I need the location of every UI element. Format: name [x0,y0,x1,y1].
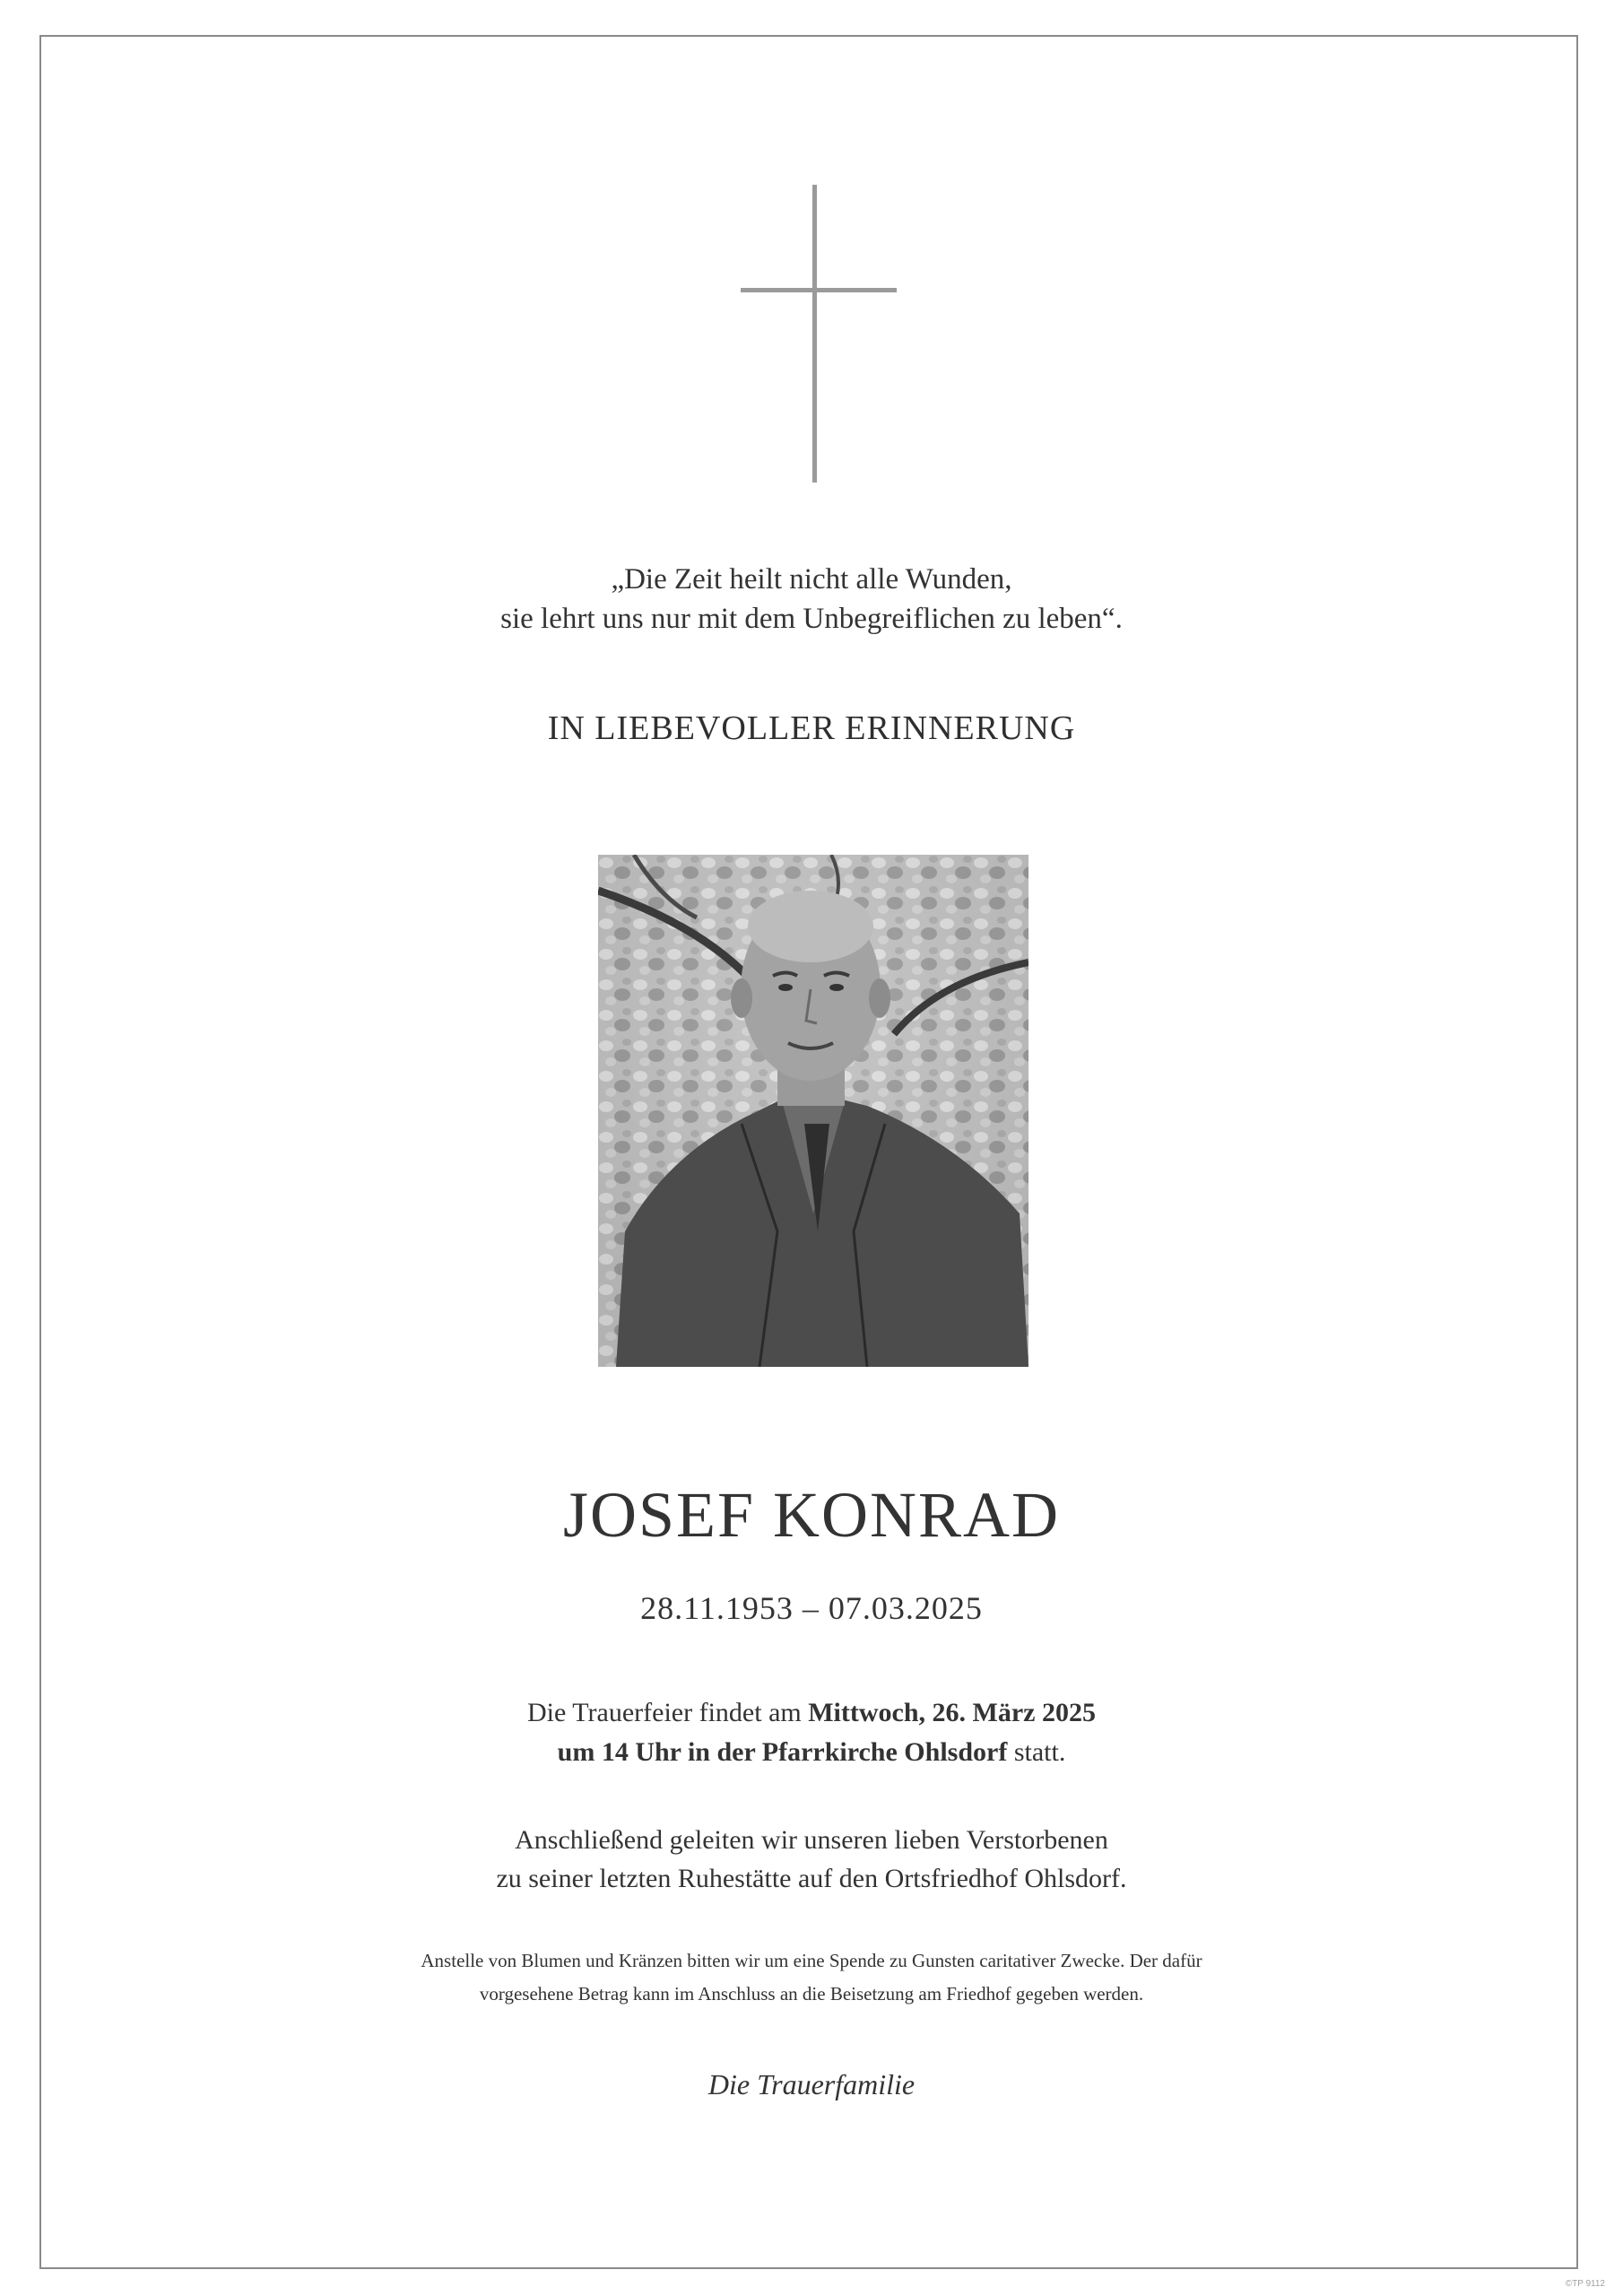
quote-line-1: „Die Zeit heilt nicht alle Wunden, [611,563,1012,596]
donation-line-1: Anstelle von Blumen und Kränzen bitten wir um eine Spende zu Gunsten caritativer Zwecke. Der dafür [421,1950,1202,1971]
footer-code: ©TP 9112 [1565,2279,1605,2289]
life-dates: 28.11.1953 – 07.03.2025 [640,1590,983,1626]
ceremony-notice [0,1693,1623,1772]
cross-icon [741,185,897,483]
memorial-heading: IN LIEBEVOLLER ERINNERUNG [547,709,1076,747]
quote-line-2: sie lehrt uns nur mit dem Unbegreiflichen zu leben“. [500,603,1123,635]
burial-notice [0,1821,1623,1898]
ceremony-time-place: um 14 Uhr in der Pfarrkirche Ohlsdorf [557,1737,1008,1767]
memorial-quote [0,560,1623,639]
burial-line-1: Anschließend geleiten wir unseren lieben Verstorbenen [515,1825,1108,1855]
portrait-photo [598,855,1028,1367]
burial-line-2: zu seiner letzten Ruhestätte auf den Ortsfriedhof Ohlsdorf. [496,1864,1127,1893]
ceremony-date: Mittwoch, 26. März 2025 [808,1698,1096,1727]
donation-notice [0,1944,1623,2011]
deceased-name: JOSEF KONRAD [562,1479,1061,1551]
donation-line-2: vorgesehene Betrag kann im Anschluss an die Beisetzung am Friedhof gegeben werden. [479,1983,1144,2005]
ceremony-text-2: statt. [1007,1737,1066,1767]
family-signature: Die Trauerfamilie [707,2068,916,2100]
ceremony-text-1: Die Trauerfeier findet am [527,1698,809,1727]
